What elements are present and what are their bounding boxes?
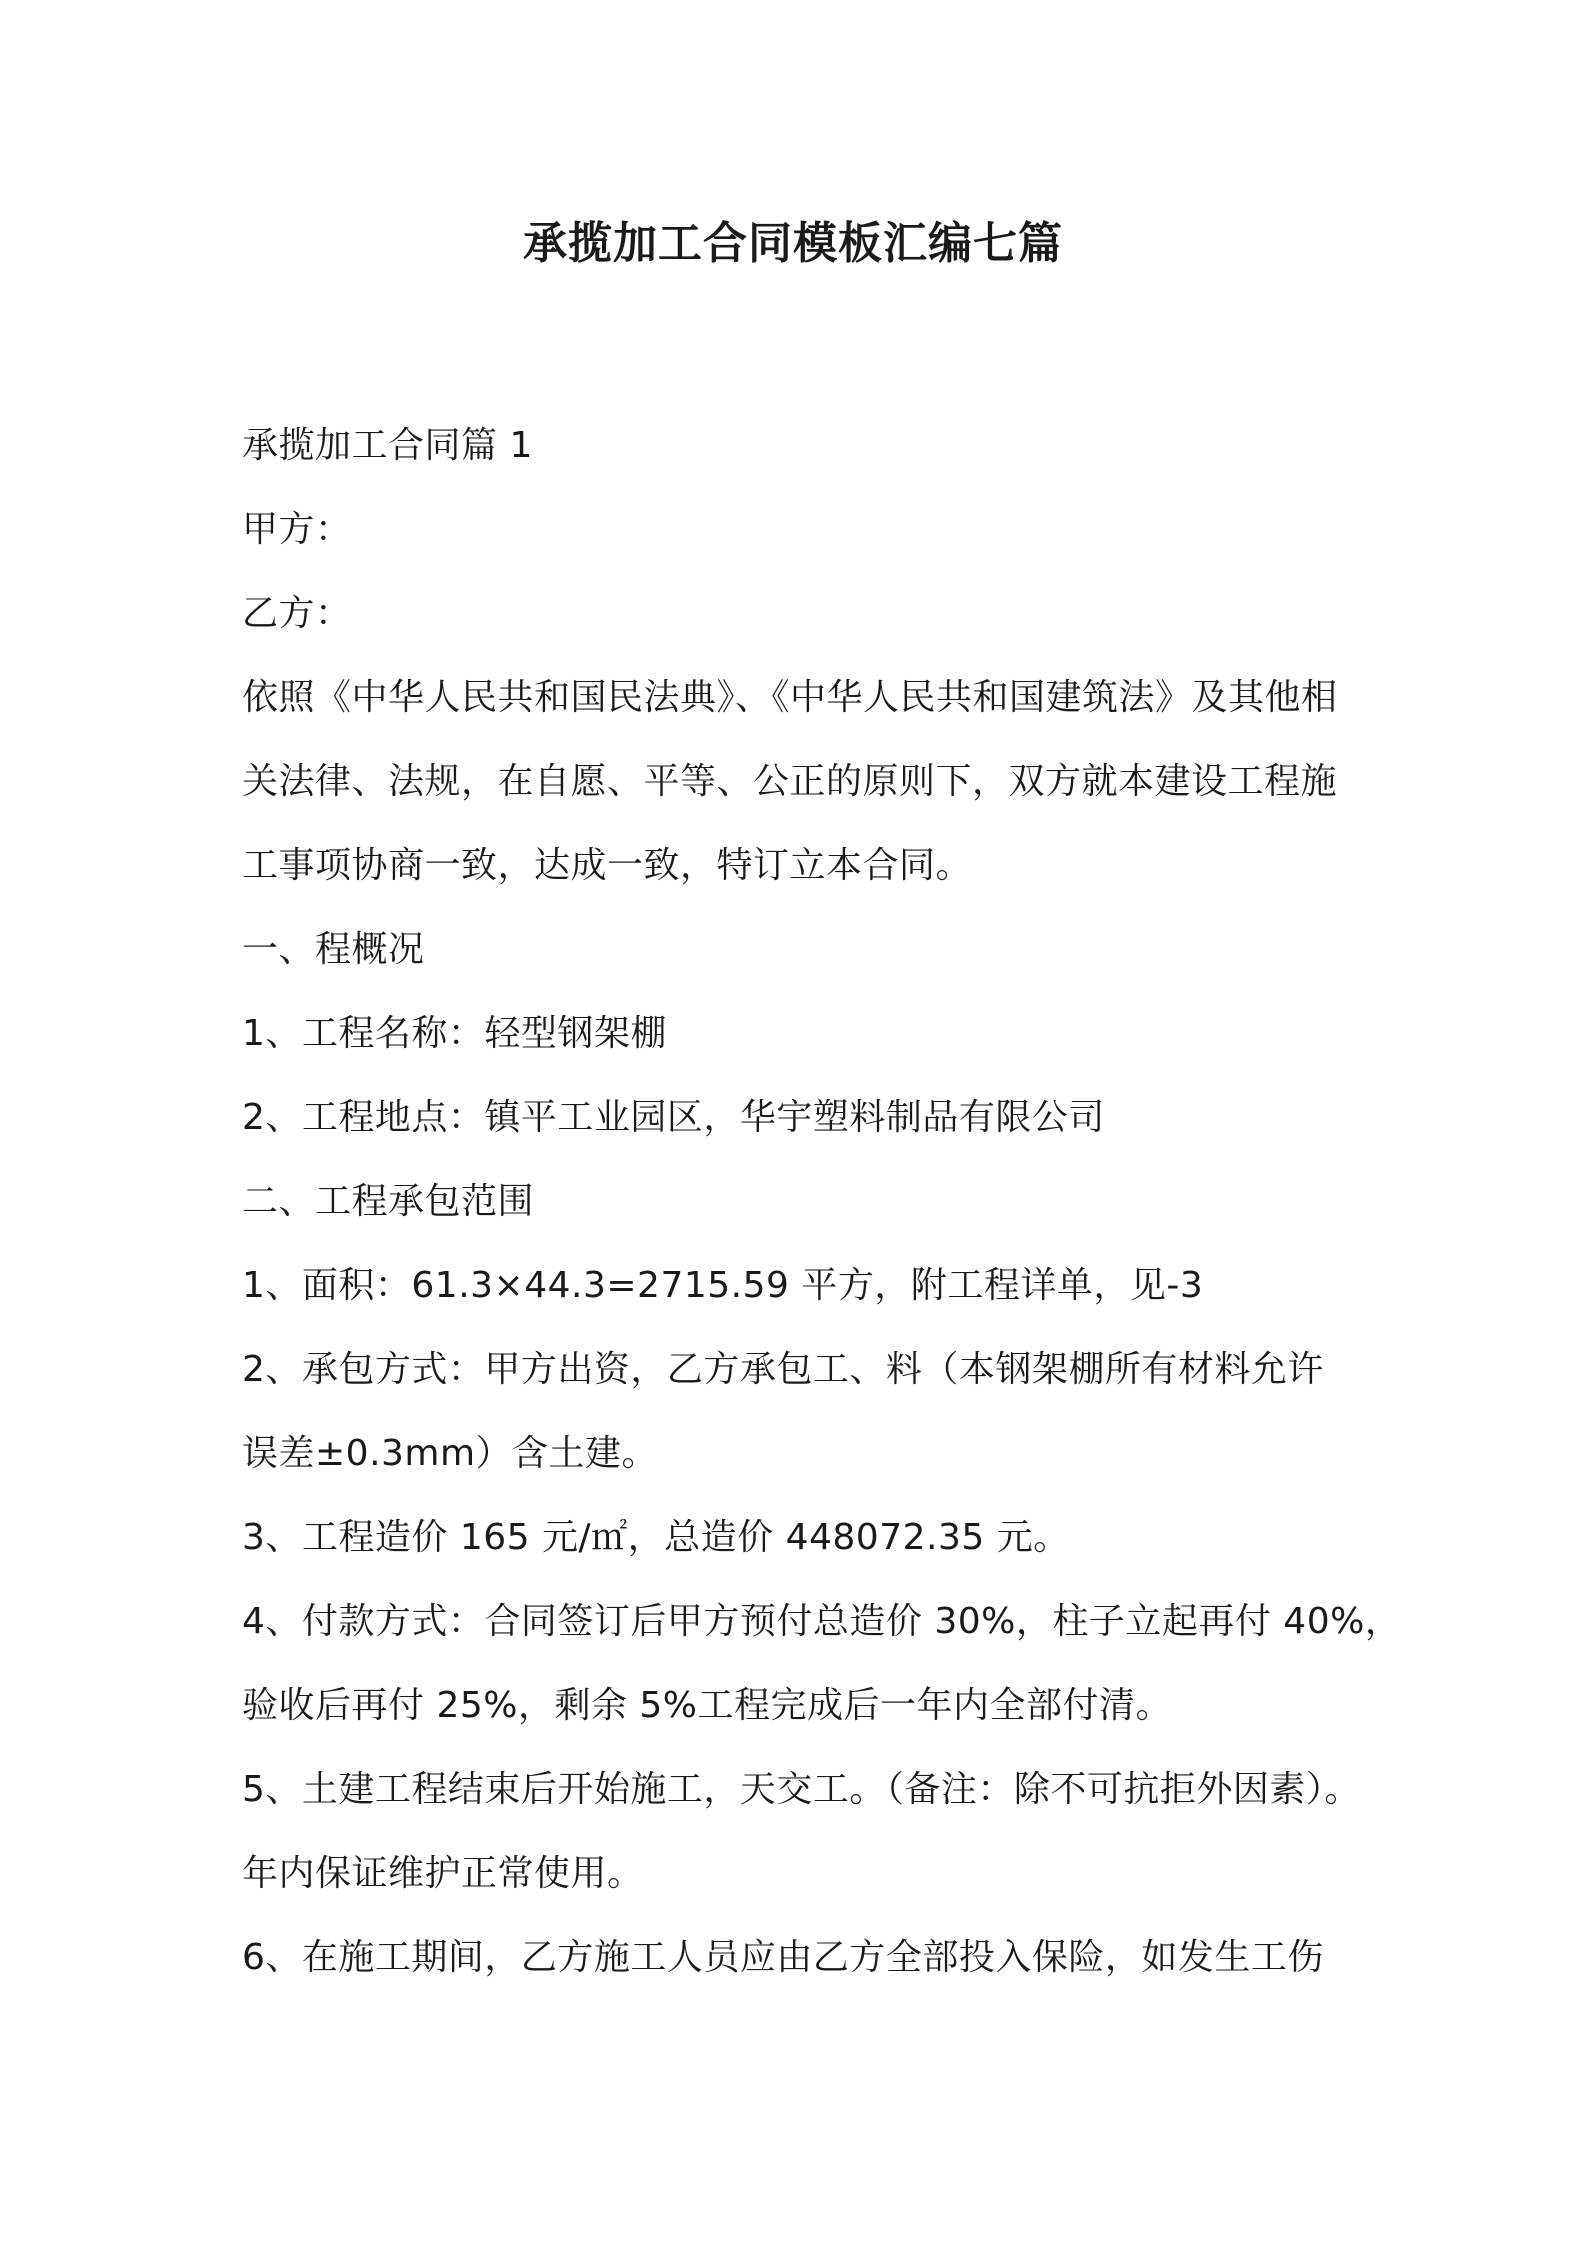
clause-line: 误差±0.3mm）含土建。 (242, 1433, 659, 1474)
clause-line: 3、工程造价 165 元/㎡，总造价 448072.35 元。 (242, 1517, 1070, 1558)
clause-line: 6、在施工期间，乙方施工人员应由乙方全部投入保险，如发生工伤 (242, 1937, 1324, 1978)
party-a-line: 甲方： (242, 509, 352, 550)
section-heading: 承揽加工合同篇 1 (242, 425, 533, 466)
paragraph-line: 依照《中华人民共和国民法典》、《中华人民共和国建筑法》及其他相 (242, 677, 1338, 718)
party-b-line: 乙方： (242, 593, 352, 634)
clause-line: 验收后再付 25%，剩余 5%工程完成后一年内全部付清。 (242, 1685, 1173, 1726)
clause-line: 2、承包方式：甲方出资，乙方承包工、料（本钢架棚所有材料允许 (242, 1349, 1324, 1390)
document-body (242, 404, 1402, 2000)
section-heading: 一、程概况 (242, 929, 425, 970)
paragraph-line: 工事项协商一致，达成一致，特订立本合同。 (242, 845, 973, 886)
paragraph-line: 关法律、法规，在自愿、平等、公正的原则下，双方就本建设工程施 (242, 761, 1338, 802)
clause-line: 1、工程名称：轻型钢架棚 (242, 1013, 667, 1054)
clause-line: 年内保证维护正常使用。 (242, 1853, 644, 1894)
document-title: 承揽加工合同模板汇编七篇 (523, 218, 1063, 269)
section-heading: 二、工程承包范围 (242, 1181, 535, 1222)
clause-line: 4、付款方式：合同签订后甲方预付总造价 30%，柱子立起再付 40%， (242, 1601, 1402, 1642)
clause-line: 2、工程地点：镇平工业园区，华宇塑料制品有限公司 (242, 1097, 1105, 1138)
clause-line: 1、面积：61.3×44.3=2715.59 平方，附工程详单，见-3 (242, 1265, 1204, 1306)
clause-line: 5、土建工程结束后开始施工，天交工。（备注：除不可抗拒外因素）。 (242, 1769, 1361, 1810)
